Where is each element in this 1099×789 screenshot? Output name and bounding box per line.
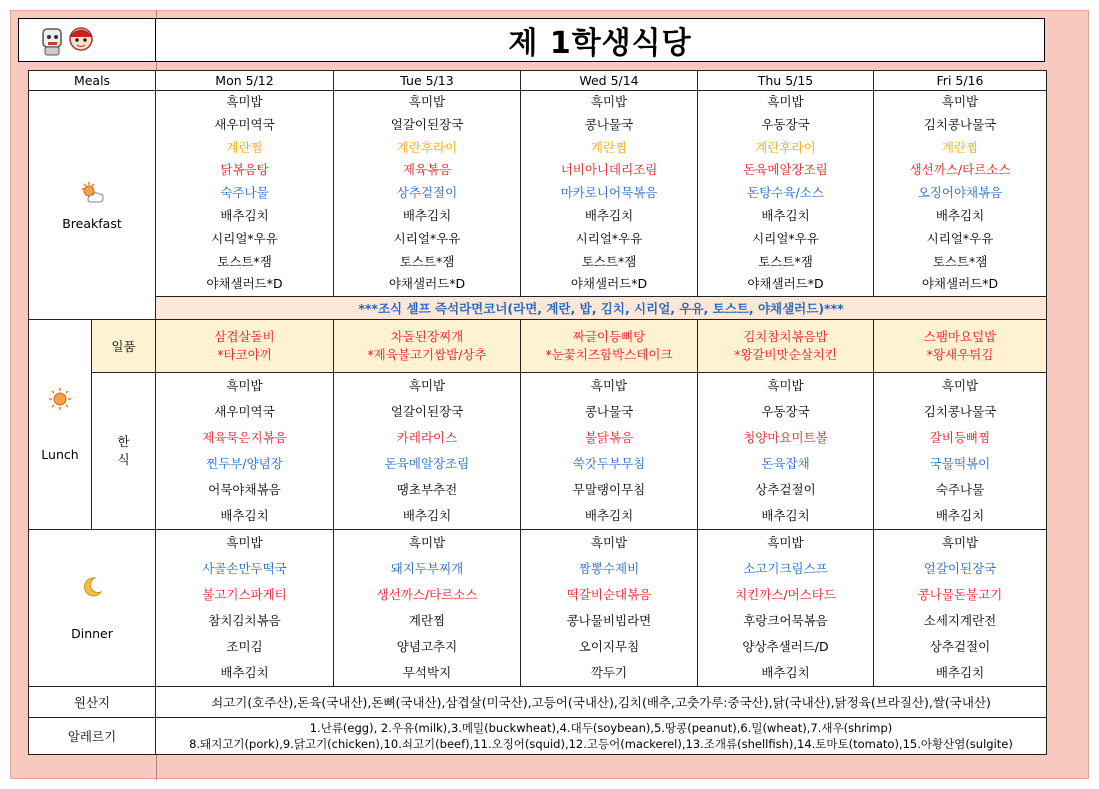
menu-item: 갈비등뼈찜 bbox=[929, 430, 991, 446]
menu-item: 야채샐러드*D bbox=[388, 276, 466, 292]
menu-item: 돈탕수육/소스 bbox=[747, 185, 824, 201]
ilpum-item: 삼겹살돌비 bbox=[214, 329, 275, 345]
menu-item: 우동장국 bbox=[761, 404, 810, 420]
menu-item: 흑미밥 bbox=[590, 378, 628, 394]
ilpum-item: *타코야끼 bbox=[217, 347, 272, 363]
meals-header: Meals bbox=[29, 71, 156, 91]
menu-item: 닭볶음탕 bbox=[220, 162, 269, 178]
ilpum-item: 짜글이등뼈탕 bbox=[572, 329, 646, 345]
menu-item: 배추김치 bbox=[220, 665, 269, 681]
ilpum-item: 스팸마요덮밥 bbox=[923, 329, 997, 345]
ilpum-label: 일품 bbox=[92, 320, 156, 373]
menu-cell bbox=[156, 530, 334, 687]
ilpum-item: *왕새우튀김 bbox=[926, 347, 994, 363]
allergy-line: 8.돼지고기(pork),9.닭고기(chicken),10.쇠고기(beef),11.오징어(squid),12.고등어(mackerel),13.조개류(shellfish),14.토마토(tomato),15.아황산염(sulgite) bbox=[189, 737, 1013, 752]
lunch-special-row bbox=[29, 320, 1047, 373]
breakfast-label-cell bbox=[29, 91, 156, 320]
allergy-label: 알레르기 bbox=[29, 718, 156, 755]
ilpum-item: 차돌된장찌개 bbox=[390, 329, 464, 345]
menu-item: 사골손만두떡국 bbox=[202, 561, 287, 577]
allergy-line: 1.난류(egg), 2.우유(milk),3.메밀(buckwheat),4.대두(soybean),5.땅콩(peanut),6.밀(wheat),7.새우(shrimp) bbox=[309, 721, 893, 736]
menu-item: 흑미밥 bbox=[941, 535, 979, 551]
menu-item: 참치김치볶음 bbox=[208, 613, 281, 629]
menu-item: 배추김치 bbox=[935, 508, 985, 524]
day-header: Tue 5/13 bbox=[334, 71, 521, 91]
menu-item: 너비아니데리조림 bbox=[560, 162, 658, 178]
menu-item: 계란찜 bbox=[226, 139, 263, 155]
menu-item: 오징어야채볶음 bbox=[917, 185, 1003, 201]
menu-item: 계란찜 bbox=[408, 613, 446, 629]
menu-item: 떡갈비순대볶음 bbox=[566, 587, 652, 603]
menu-item: 어묵야채볶음 bbox=[208, 482, 281, 498]
menu-item: 김치콩나물국 bbox=[923, 404, 997, 420]
menu-item: 불고기스파게티 bbox=[202, 587, 287, 603]
day-header: Thu 5/15 bbox=[698, 71, 874, 91]
menu-item: 흑미밥 bbox=[767, 535, 804, 551]
day-header: Fri 5/16 bbox=[874, 71, 1047, 91]
menu-item: 얼갈이된장국 bbox=[390, 116, 464, 132]
menu-item: 흑미밥 bbox=[941, 94, 979, 109]
ilpum-item: *눈꽃치즈함박스테이크 bbox=[545, 347, 673, 363]
menu-item: 토스트*잼 bbox=[581, 253, 637, 269]
menu-item: 시리얼*우유 bbox=[575, 230, 643, 246]
hansik-label: 한 식 bbox=[92, 373, 156, 530]
menu-item: 상추겉절이 bbox=[755, 482, 816, 498]
menu-item: 얼갈이된장국 bbox=[923, 561, 997, 577]
menu-item: 마카로니어묵볶음 bbox=[560, 185, 658, 201]
lunch-label: Lunch bbox=[41, 447, 79, 463]
sun-cloud-icon bbox=[79, 180, 105, 206]
menu-item: 무말랭이무침 bbox=[572, 482, 646, 498]
menu-item: 땡초부추전 bbox=[396, 482, 458, 498]
menu-item: 돼지두부찌개 bbox=[390, 561, 464, 577]
menu-item: 청양마요미트볼 bbox=[743, 430, 828, 446]
menu-item: 시리얼*우유 bbox=[752, 230, 819, 246]
menu-item: 생선까스/타르소스 bbox=[376, 587, 478, 603]
menu-item: 상추겉절이 bbox=[929, 639, 991, 655]
banner-row bbox=[29, 297, 1047, 320]
menu-cell bbox=[874, 91, 1047, 297]
title-box bbox=[155, 18, 1045, 62]
menu-item: 배추김치 bbox=[220, 207, 269, 223]
menu-item: 야채샐러드*D bbox=[570, 276, 648, 292]
menu-cell bbox=[334, 530, 521, 687]
menu-item: 불닭볶음 bbox=[584, 430, 634, 446]
menu-item: 소세지계란전 bbox=[923, 613, 997, 629]
menu-item: 소고기크림스프 bbox=[743, 561, 828, 577]
breakfast-row bbox=[29, 91, 1047, 297]
self-corner-banner: ***조식 셀프 즉석라면코너(라면, 계란, 밥, 김치, 시리얼, 우유, 토스트, 야채샐러드)*** bbox=[358, 301, 844, 317]
menu-item: 얼갈이된장국 bbox=[390, 404, 464, 420]
page-title: 제 1학생식당 bbox=[508, 26, 692, 61]
lunch-hansik-row bbox=[29, 373, 1047, 530]
menu-item: 배추김치 bbox=[935, 207, 985, 223]
menu-item: 흑미밥 bbox=[941, 378, 979, 394]
menu-item: 콩나물비빔라면 bbox=[566, 613, 652, 629]
menu-item: 상추겉절이 bbox=[396, 185, 458, 201]
menu-item: 후랑크어묵볶음 bbox=[743, 613, 828, 629]
menu-item: 제육볶음 bbox=[402, 162, 452, 178]
menu-item: 흑미밥 bbox=[408, 535, 446, 551]
menu-item: 배추김치 bbox=[584, 207, 634, 223]
character-logo-icon bbox=[39, 23, 99, 59]
dinner-label: Dinner bbox=[71, 625, 113, 641]
menu-item: 야채샐러드*D bbox=[206, 276, 283, 292]
allergy-cell bbox=[156, 718, 1047, 755]
day-header: Wed 5/14 bbox=[521, 71, 698, 91]
moon-icon bbox=[81, 576, 103, 598]
menu-item: 흑미밥 bbox=[767, 94, 804, 109]
origin-row bbox=[29, 687, 1047, 718]
menu-item: 흑미밥 bbox=[226, 535, 263, 551]
menu-item: 토스트*잼 bbox=[217, 253, 272, 269]
menu-cell bbox=[874, 530, 1047, 687]
menu-item: 새우미역국 bbox=[214, 404, 275, 420]
menu-item: 흑미밥 bbox=[767, 378, 804, 394]
menu-item: 양념고추지 bbox=[396, 639, 458, 655]
ilpum-item: *왕갈비맛순살치킨 bbox=[734, 347, 837, 363]
menu-item: 배추김치 bbox=[761, 207, 810, 223]
ilpum-item: *제육불고기쌈밥/상추 bbox=[367, 347, 487, 363]
menu-item: 흑미밥 bbox=[226, 94, 263, 109]
ilpum-cell bbox=[334, 320, 521, 373]
menu-item: 흑미밥 bbox=[408, 378, 446, 394]
ilpum-cell bbox=[156, 320, 334, 373]
menu-item: 숙주나물 bbox=[935, 482, 985, 498]
menu-cell bbox=[521, 530, 698, 687]
allergy-row bbox=[29, 718, 1047, 755]
ilpum-cell bbox=[874, 320, 1047, 373]
menu-item: 돈육메알장조림 bbox=[743, 162, 828, 178]
dinner-label-cell bbox=[29, 530, 156, 687]
menu-item: 우동장국 bbox=[761, 116, 810, 132]
menu-cell bbox=[698, 373, 874, 530]
menu-item: 치킨까스/머스타드 bbox=[735, 587, 836, 603]
menu-item: 토스트*잼 bbox=[399, 253, 455, 269]
menu-cell bbox=[698, 91, 874, 297]
menu-item: 배추김치 bbox=[584, 508, 634, 524]
sun-icon bbox=[48, 387, 72, 411]
dinner-row bbox=[29, 530, 1047, 687]
menu-cell bbox=[334, 91, 521, 297]
menu-item: 흑미밥 bbox=[590, 94, 628, 109]
menu-table bbox=[28, 70, 1047, 755]
breakfast-label: Breakfast bbox=[62, 215, 122, 231]
menu-item: 숙주나물 bbox=[220, 185, 269, 201]
menu-item: 생선까스/타르소스 bbox=[909, 162, 1011, 178]
menu-item: 흑미밥 bbox=[408, 94, 446, 109]
origin-label: 원산지 bbox=[29, 687, 156, 718]
menu-cell bbox=[521, 91, 698, 297]
lunch-label-cell bbox=[29, 320, 92, 530]
menu-item: 배추김치 bbox=[402, 508, 452, 524]
menu-item: 오이지무침 bbox=[578, 639, 640, 655]
menu-item: 양상추샐러드/D bbox=[742, 639, 829, 655]
menu-item: 계란찜 bbox=[590, 139, 628, 155]
menu-cell bbox=[156, 91, 334, 297]
menu-item: 국물떡볶이 bbox=[929, 456, 991, 472]
ilpum-cell bbox=[521, 320, 698, 373]
menu-item: 배추김치 bbox=[220, 508, 269, 524]
menu-item: 콩나물국 bbox=[584, 404, 634, 420]
menu-item: 깍두기 bbox=[590, 665, 628, 681]
menu-item: 배추김치 bbox=[935, 665, 985, 681]
menu-item: 돈육메알장조림 bbox=[384, 456, 470, 472]
menu-cell bbox=[521, 373, 698, 530]
menu-item: 배추김치 bbox=[402, 207, 452, 223]
menu-item: 배추김치 bbox=[761, 665, 810, 681]
menu-item: 토스트*잼 bbox=[932, 253, 988, 269]
menu-item: 야채샐러드*D bbox=[747, 276, 824, 292]
menu-item: 김치콩나물국 bbox=[923, 116, 997, 132]
menu-item: 흑미밥 bbox=[590, 535, 628, 551]
menu-item: 돈육잡채 bbox=[761, 456, 810, 472]
header-row bbox=[29, 71, 1047, 91]
menu-item: 흑미밥 bbox=[226, 378, 263, 394]
menu-item: 시리얼*우유 bbox=[393, 230, 461, 246]
menu-item: 배추김치 bbox=[761, 508, 810, 524]
menu-item: 토스트*잼 bbox=[758, 253, 813, 269]
menu-item: 조미김 bbox=[226, 639, 263, 655]
menu-item: 계란후라이 bbox=[396, 139, 458, 155]
menu-item: 카레라이스 bbox=[396, 430, 458, 446]
menu-item: 찐두부/양념장 bbox=[206, 456, 283, 472]
menu-cell bbox=[156, 373, 334, 530]
menu-item: 시리얼*우유 bbox=[926, 230, 994, 246]
menu-item: 쑥갓두부무침 bbox=[572, 456, 646, 472]
menu-item: 짬뽕수제비 bbox=[578, 561, 640, 577]
ilpum-item: 김치참치볶음밥 bbox=[743, 329, 828, 345]
menu-item: 새우미역국 bbox=[214, 116, 275, 132]
menu-cell bbox=[334, 373, 521, 530]
logo-box bbox=[18, 18, 156, 62]
menu-item: 무석박지 bbox=[402, 665, 452, 681]
ilpum-cell bbox=[698, 320, 874, 373]
menu-cell bbox=[698, 530, 874, 687]
menu-item: 야채샐러드*D bbox=[921, 276, 999, 292]
origin-text: 쇠고기(호주산),돈육(국내산),돈뼈(국내산),삼겹살(미국산),고등어(국내산),김치(배추,고춧가루:중국산),닭(국내산),닭정육(브라질산),쌀(국내산) bbox=[156, 687, 1047, 718]
menu-item: 콩나물돈불고기 bbox=[917, 587, 1003, 603]
day-header: Mon 5/12 bbox=[156, 71, 334, 91]
menu-item: 계란찜 bbox=[941, 139, 979, 155]
menu-item: 시리얼*우유 bbox=[211, 230, 278, 246]
menu-item: 콩나물국 bbox=[584, 116, 634, 132]
menu-cell bbox=[874, 373, 1047, 530]
menu-item: 계란후라이 bbox=[755, 139, 816, 155]
menu-item: 제육묵은지볶음 bbox=[202, 430, 287, 446]
